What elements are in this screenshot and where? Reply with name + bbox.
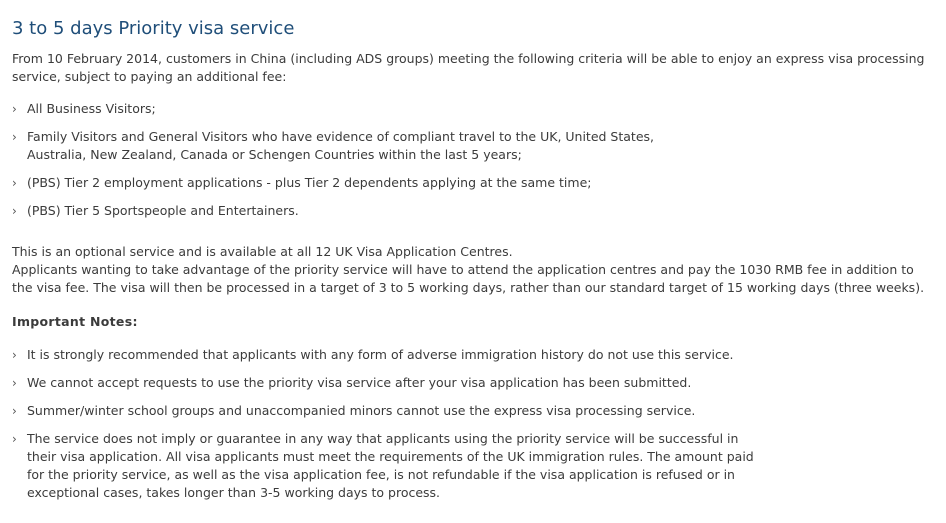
chevron-right-icon: › [12, 404, 17, 418]
notes-list [12, 346, 757, 502]
chevron-right-icon: › [12, 176, 17, 190]
list-item [12, 402, 757, 420]
list-item-text: We cannot accept requests to use the priority visa service after your visa application has been submitted. [27, 375, 692, 390]
list-item-text: The service does not imply or guarantee in any way that applicants using the priority service will be successful in their visa application. All visa applicants must meet the requirements of the UK immigration rules. The amount paid for the priority service, as well as the visa application fee, is not refundable if the visa application is refused or in exceptional cases, takes longer than 3-5 working days to process. [27, 431, 754, 500]
chevron-right-icon: › [12, 204, 17, 218]
list-item-text: Summer/winter school groups and unaccompanied minors cannot use the express visa processing service. [27, 403, 696, 418]
list-item-text: (PBS) Tier 5 Sportspeople and Entertainers. [27, 203, 299, 218]
chevron-right-icon: › [12, 376, 17, 390]
important-notes-heading: Important Notes: [12, 314, 138, 329]
chevron-right-icon: › [12, 130, 17, 144]
list-item [12, 174, 712, 192]
page-title: 3 to 5 days Priority visa service [12, 18, 295, 39]
chevron-right-icon: › [12, 102, 17, 116]
list-item [12, 374, 757, 392]
list-item [12, 346, 757, 364]
list-item-text: It is strongly recommended that applicants with any form of adverse immigration history do not use this service. [27, 347, 734, 362]
list-item [12, 128, 712, 164]
list-item [12, 100, 712, 118]
criteria-list [12, 100, 712, 220]
fee-paragraph: Applicants wanting to take advantage of the priority service will have to attend the application centres and pay the 1030 RMB fee in addition to the visa fee. The visa will then be processed in a target of 3 to 5 working days, rather than our standard target of 15 working days (three weeks). [12, 262, 925, 295]
list-item-text: (PBS) Tier 2 employment applications - plus Tier 2 dependents applying at the same time; [27, 175, 592, 190]
list-item [12, 430, 757, 502]
list-item [12, 202, 712, 220]
intro-paragraph: From 10 February 2014, customers in China (including ADS groups) meeting the following criteria will be able to enjoy an express visa processing service, subject to paying an additional fee: [12, 51, 925, 84]
optional-service-text: This is an optional service and is available at all 12 UK Visa Application Centres. [12, 244, 513, 259]
list-item-text: All Business Visitors; [27, 101, 156, 116]
list-item-text: Family Visitors and General Visitors who have evidence of compliant travel to the UK, United States, Australia, New Zealand, Canada or Schengen Countries within the last 5 years; [27, 129, 655, 162]
chevron-right-icon: › [12, 432, 17, 446]
chevron-right-icon: › [12, 348, 17, 362]
